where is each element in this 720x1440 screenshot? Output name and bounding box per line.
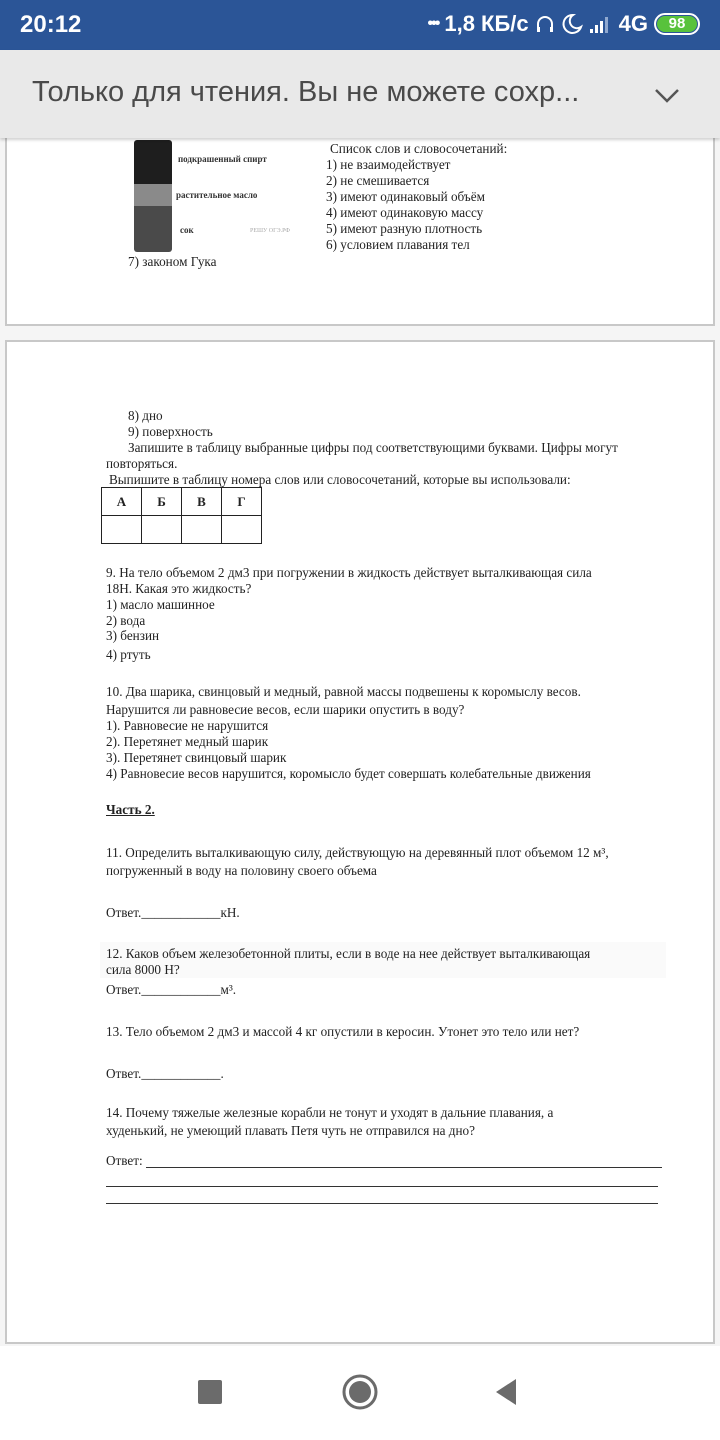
question-10-text: Нарушится ли равновесие весов, если шарики опустить в воду? (106, 702, 465, 717)
question-14-text: худенький, не умеющий плавать Петя чуть не отправился на дно? (106, 1123, 476, 1138)
list-item: 2) не смешивается (326, 173, 430, 188)
signal-icon (589, 15, 613, 33)
list-item: 7) законом Гука (128, 254, 217, 269)
question-12-text: сила 8000 Н? (106, 962, 180, 977)
table-cell (102, 516, 142, 544)
question-9-text: 18Н. Какая это жидкость? (106, 581, 252, 596)
answer-blank-line (106, 1186, 658, 1187)
option: 3). Перетянет свинцовый шарик (106, 750, 287, 765)
navigation-bar (0, 1346, 720, 1440)
table-header: А (102, 488, 142, 516)
network-type: 4G (618, 11, 648, 36)
net-speed: 1,8 КБ/с (444, 11, 529, 36)
question-10-text: 10. Два шарика, свинцовый и медный, равной массы подвешены к коромыслу весов. (106, 684, 581, 699)
battery-icon (654, 13, 700, 35)
question-11-text: погруженный в воду на половину своего объема (106, 863, 377, 878)
list-item: 9) поверхность (128, 424, 213, 439)
status-bar (0, 0, 720, 50)
question-11-text: 11. Определить выталкивающую силу, действующую на деревянный плот объемом 12 м³, (106, 845, 609, 860)
list-item: 3) имеют одинаковый объём (326, 189, 485, 204)
home-icon[interactable] (342, 1374, 378, 1410)
chevron-down-icon[interactable] (654, 84, 680, 106)
moon-icon (561, 13, 583, 35)
watermark: РЕШУ ОГЭ.РФ (250, 228, 291, 234)
answer-blank-line (106, 1203, 658, 1204)
cylinder-figure (128, 140, 298, 252)
option: 4) Равновесие весов нарушится, коромысло будет совершать колебательные движения (106, 766, 591, 781)
table-header: В (182, 488, 222, 516)
headphones-icon (535, 14, 555, 34)
option: 2) вода (106, 613, 146, 628)
word-list (326, 141, 507, 253)
instruction-text: Выпишите в таблицу номера слов или словосочетаний, которые вы использовали: (109, 472, 571, 487)
option: 2). Перетянет медный шарик (106, 734, 269, 749)
table-header: Б (142, 488, 182, 516)
question-13-text: 13. Тело объемом 2 дм3 и массой 4 кг опустили в керосин. Утонет это тело или нет? (106, 1024, 580, 1039)
list-item: 5) имеют разную плотность (326, 221, 483, 236)
answer-line: Ответ.____________кН. (106, 905, 240, 920)
option: 4) ртуть (106, 647, 151, 662)
table-cell (142, 516, 182, 544)
more-dots: ••• (427, 15, 439, 32)
table-cell (222, 516, 262, 544)
status-indicators (428, 11, 700, 37)
answer-line: Ответ.____________м³. (106, 982, 237, 997)
answer-label: Ответ: (106, 1153, 143, 1168)
list-item: 1) не взаимодействует (326, 157, 451, 172)
list-item: 4) имеют одинаковую массу (326, 205, 484, 220)
question-12-text: 12. Каков объем железобетонной плиты, если в воде на нее действует выталкивающая (106, 946, 591, 961)
readonly-banner[interactable] (0, 50, 720, 138)
cylinder-image (134, 140, 172, 252)
instruction-text: повторяться. (106, 456, 178, 471)
recents-icon[interactable] (198, 1380, 222, 1404)
back-icon[interactable] (494, 1379, 518, 1405)
label-alcohol: подкрашенный спирт (178, 154, 267, 164)
answer-blank-line (146, 1167, 662, 1168)
question-9-text: 9. На тело объемом 2 дм3 при погружении в жидкость действует выталкивающая сила (106, 565, 592, 580)
list-item: 8) дно (128, 408, 163, 423)
instruction-text: Запишите в таблицу выбранные цифры под соответствующими буквами. Цифры могут (128, 440, 618, 455)
battery-level: 98 (657, 16, 697, 32)
label-oil: растительное масло (176, 190, 258, 200)
option: 3) бензин (106, 628, 160, 643)
list-title: Список слов и словосочетаний: (330, 141, 508, 156)
part-2-heading: Часть 2. (106, 802, 155, 817)
list-item: 6) условием плавания тел (326, 237, 470, 252)
label-juice: сок (180, 225, 194, 235)
answer-table (101, 487, 262, 544)
question-14-text: 14. Почему тяжелые железные корабли не тонут и уходят в дальние плавания, а (106, 1105, 554, 1120)
table-header: Г (222, 488, 262, 516)
option: 1). Равновесие не нарушится (106, 718, 269, 733)
readonly-message: Только для чтения. Вы не можете сохр... (32, 76, 580, 108)
answer-line: Ответ.____________. (106, 1066, 224, 1081)
status-time: 20:12 (20, 11, 82, 38)
table-cell (182, 516, 222, 544)
option: 1) масло машинное (106, 597, 215, 612)
